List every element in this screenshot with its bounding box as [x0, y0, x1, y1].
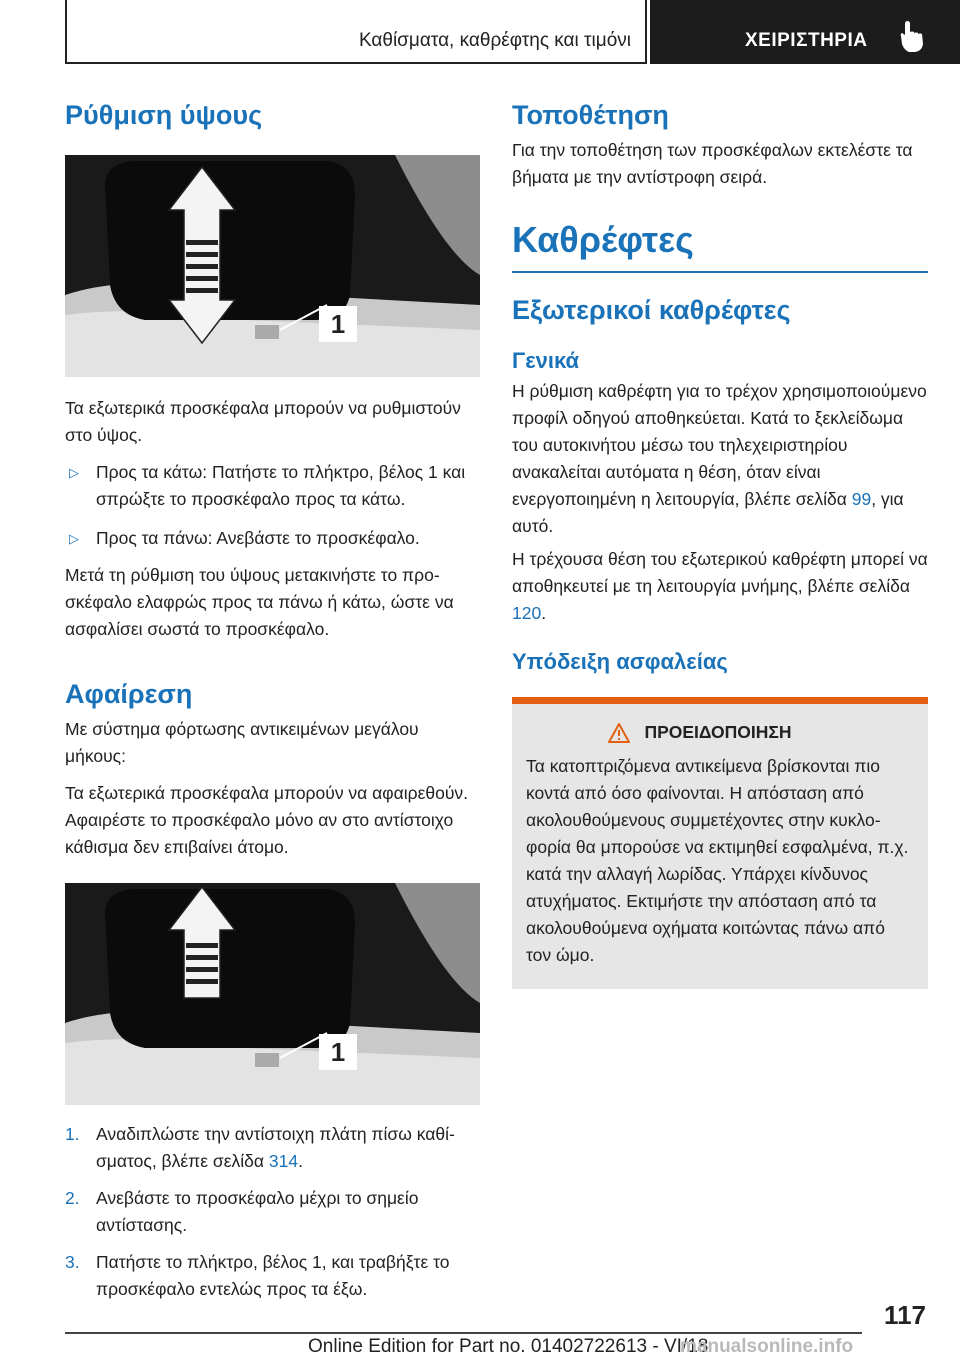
warning-text: Τα κατοπτριζόμενα αντικείμενα βρίσκονται πιο κοντά από όσο φαίνονται. Η απόσταση από ακολουθούμενους συμμετέχοντες στην κυκλοφορία θα μπορούσε να εκτιμηθεί εσφαλμένα, π.χ. κατά την αλλαγή λωρίδας. Υπάρχει κίνδυνος ατυχήματος. Εκτιμήστε την απόσταση από τα ακολουθούμενα οχήματα κοιτώντας πάνω από τον ώμο. [526, 756, 909, 965]
right-column [512, 100, 928, 989]
bullet-text: Προς τα κάτω: Πατήστε το πλήκτρο, βέλος 1 και σπρώξτε το προσκέφαλο προς τα κάτω. [96, 462, 466, 509]
list-item [65, 1121, 480, 1175]
edition-text: Online Edition for Part no. 01402722613 - VI/18 [308, 1336, 709, 1357]
step-number: 3. [65, 1252, 80, 1272]
memory-text: Η τρέχουσα θέση του εξωτερικού καθρέφτη μπορεί να αποθηκευτεί με τη λειτουργία μνήμης, βλέπε σελίδα 120. [512, 549, 928, 623]
removal-condition-text: Με σύστημα φόρτωσης αντικειμένων μεγάλου μήκους: [65, 719, 419, 766]
warning-title-row [526, 722, 914, 743]
left-column [65, 100, 480, 1303]
installation-text: Για την τοποθέτηση των προσκέφαλων εκτελέστε τα βήματα με την αντίστροφη σειρά. [512, 140, 913, 187]
height-intro-text: Τα εξωτερικά προσκέφαλα μπορούν να ρυθμιστούν στο ύψος. [65, 398, 461, 445]
figure-label-1: 1 [330, 309, 346, 339]
safety-note-heading: Υπόδειξη ασφαλείας [512, 649, 728, 674]
footer-divider [65, 1332, 862, 1334]
hand-pointer-icon [896, 20, 928, 54]
general-text: Η ρύθμιση καθρέφτη για το τρέχον χρησιμοποιούμενο προφίλ οδηγού αποθηκεύεται. Κατά το ξεκλείδωμα του αυτοκινήτου μέσω του τηλεχειριστηρίου ανακαλείται αυτόματα η θέση, όταν είναι ενεργοποιημένη η λειτουργία, βλέπε σελίδα 99, για αυτό. [512, 381, 927, 536]
list-item [65, 1249, 480, 1303]
step-number: 1. [65, 1124, 80, 1144]
page-reference-link[interactable]: 120 [512, 603, 542, 623]
step-number: 2. [65, 1188, 80, 1208]
warning-triangle-icon [608, 723, 630, 743]
page-number: 117 [884, 1300, 926, 1330]
triangle-bullet-icon: ▷ [69, 465, 79, 480]
installation-heading: Τοποθέτηση [512, 100, 669, 130]
step-text: Αναδιπλώστε την αντίστοιχη πλάτη πίσω καθίσματος, βλέπε σελίδα 314. [96, 1124, 455, 1171]
list-item [65, 525, 480, 552]
headrest-removal-figure [65, 883, 480, 1105]
list-item [65, 459, 480, 513]
warning-box [512, 697, 928, 989]
section-title: Καθίσματα, καθρέφτης και τιμόνι [358, 30, 631, 51]
removal-text: Τα εξωτερικά προσκέφαλα μπορούν να αφαιρεθούν. Αφαιρέστε το προσκέφαλο μόνο αν στο αντίστοιχο κάθισμα δεν επιβαίνει άτομο. [65, 783, 469, 857]
header-tab[interactable] [650, 0, 960, 64]
bullet-text: Προς τα πάνω: Ανεβάστε το προσκέφαλο. [96, 528, 420, 548]
figure-label-1: 1 [330, 1037, 346, 1067]
step-text: Πατήστε το πλήκτρο, βέλος 1, και τραβήξτε το προσκέφαλο εντελώς προς τα έξω. [96, 1252, 450, 1299]
height-adjustment-heading: Ρύθμιση ύψους [65, 100, 263, 130]
watermark: manualsonline.info [680, 1336, 854, 1357]
list-item [65, 1185, 480, 1239]
heading-divider [512, 271, 928, 273]
page-reference-link[interactable]: 314 [268, 1151, 299, 1171]
removal-heading: Αφαίρεση [65, 679, 193, 709]
after-adjustment-text: Μετά τη ρύθμιση του ύψους μετακινήστε το προσκέφαλο ελαφρώς προς τα πάνω ή κάτω, ώστε να ασφαλίσει σωστά το προσκέφαλο. [65, 565, 454, 639]
step-text: Ανεβάστε το προσκέφαλο μέχρι το σημείο αντίστασης. [96, 1188, 419, 1235]
triangle-bullet-icon: ▷ [69, 531, 79, 546]
tab-label: ΧΕΙΡΙΣΤΗΡΙΑ [745, 30, 868, 51]
header-section-box [65, 0, 647, 64]
headrest-height-figure [65, 155, 480, 377]
warning-title: ΠΡΟΕΙΔΟΠΟΙΗΣΗ [644, 722, 792, 742]
general-heading: Γενικά [512, 348, 580, 373]
mirrors-heading: Καθρέφτες [512, 219, 694, 260]
exterior-mirrors-heading: Εξωτερικοί καθρέφτες [512, 295, 791, 325]
page-reference-link[interactable]: 99 [851, 489, 872, 509]
